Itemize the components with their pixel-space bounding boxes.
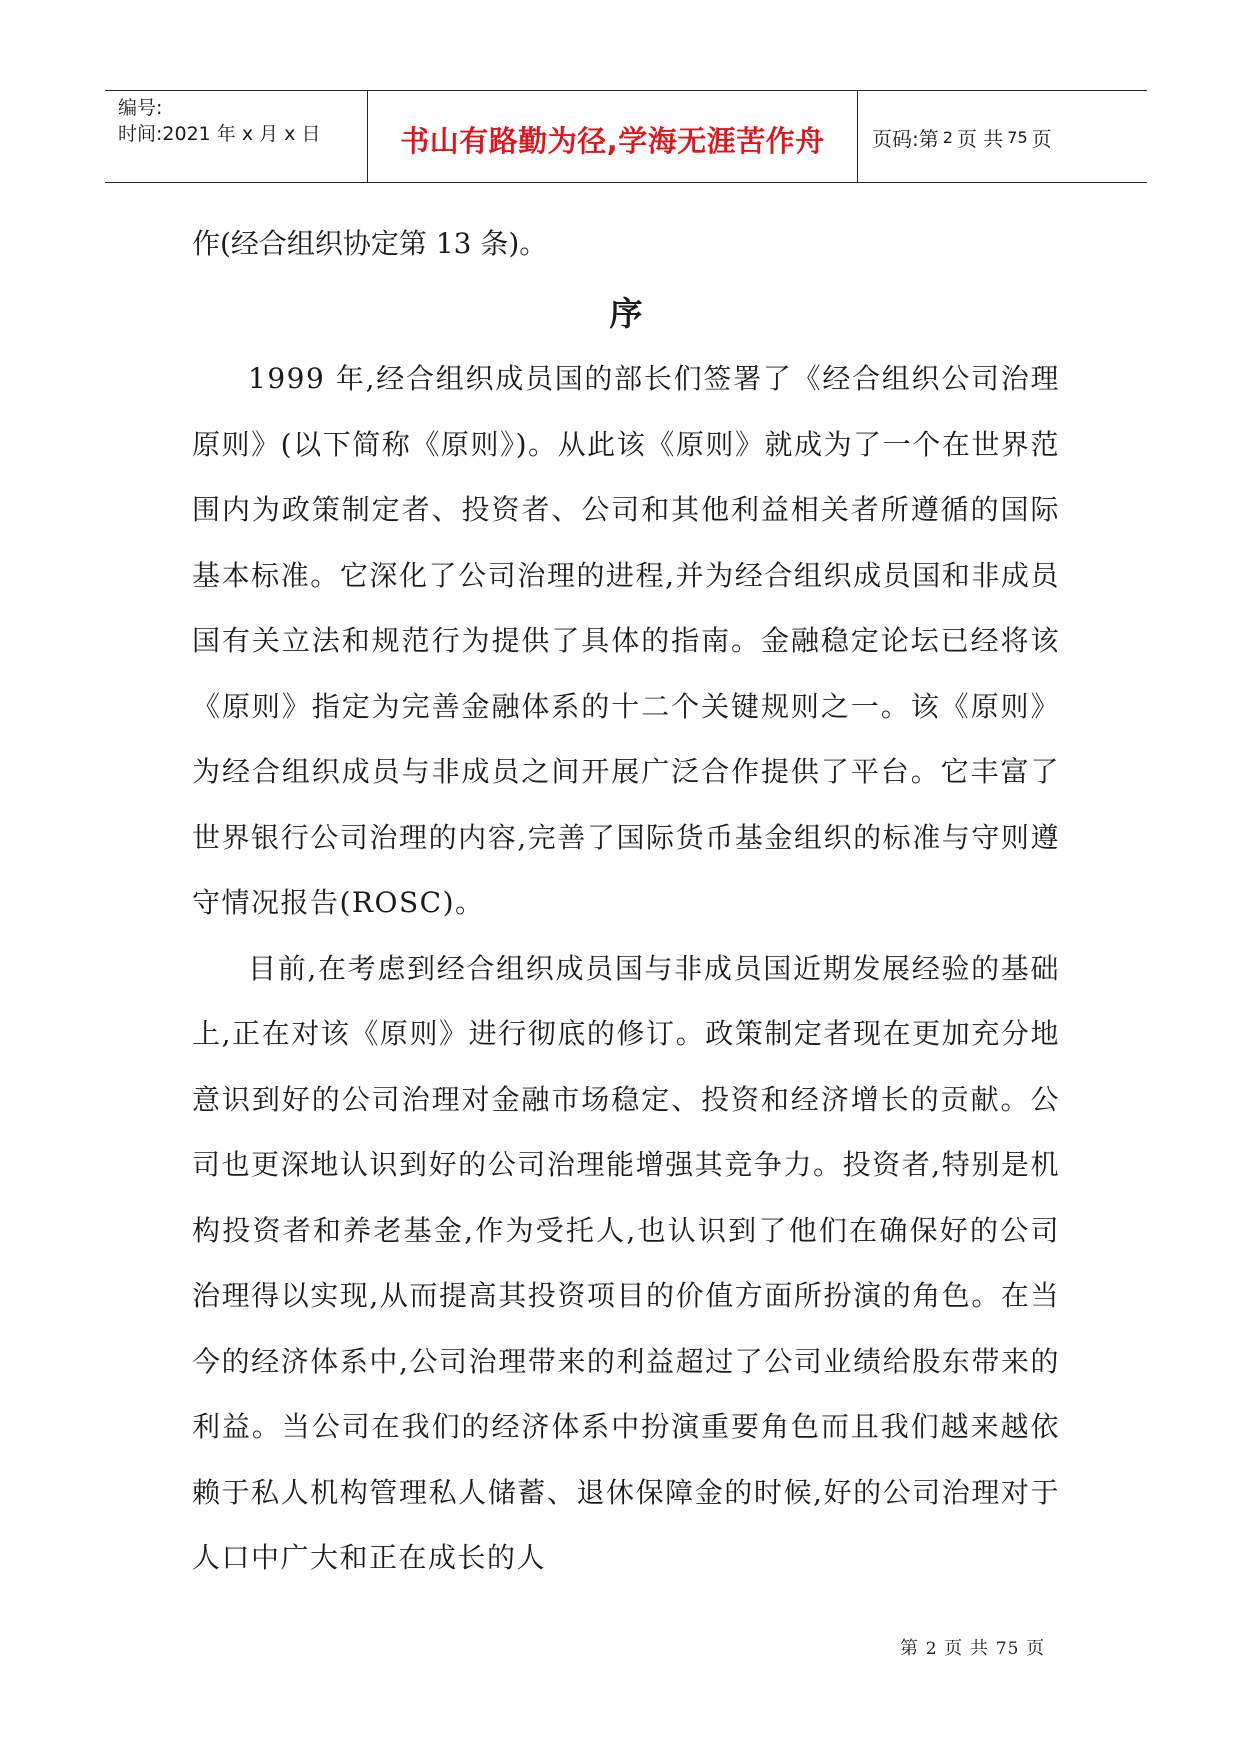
header-motto-cell [368,91,858,182]
footer-suffix: 页 [1026,1638,1046,1659]
footer-page-total: 75 [995,1639,1020,1659]
page-mid: 页 共 [956,127,1004,151]
page-total: 75 [1007,128,1028,147]
paragraph-1: 1999 年,经合组织成员国的部长们签署了《经合组织公司治理原则》(以下简称《原则》)。从此该《原则》就成为了一个在世界范围内为政策制定者、投资者、公司和其他利益相关者所遵循的国际基本标准。它深化了公司治理的进程,并为经合组织成员国和非成员国有关立法和规范行为提供了具体的指南。金融稳定论坛已经将该《原则》指定为完善金融体系的十二个关键规则之一。该《原则》为经合组织成员与非成员之间开展广泛合作提供了平台。它丰富了世界银行公司治理的内容,完善了国际货币基金组织的标准与守则遵守情况报告(ROSC)。 [192,362,1060,919]
page-header [105,90,1147,183]
time-label: 时间:2021 年 x 月 x 日 [118,123,321,145]
paragraph-2: 目前,在考虑到经合组织成员国与非成员国近期发展经验的基础上,正在对该《原则》进行彻底的修订。政策制定者现在更加充分地意识到好的公司治理对金融市场稳定、投资和经济增长的贡献。公司也更深地认识到好的公司治理能增强其竞争力。投资者,特别是机构投资者和养老基金,作为受托人,也认识到了他们在确保好的公司治理得以实现,从而提高其投资项目的价值方面所扮演的角色。在当今的经济体系中,公司治理带来的利益超过了公司业绩给股东带来的利益。当公司在我们的经济体系中扮演重要角色而且我们越来越依赖于私人机构管理私人储蓄、退休保障金的时候,好的公司治理对于人口中广大和正在成长的人 [192,951,1060,1574]
footer-page-number: 2 [925,1639,938,1659]
footer-mid: 页 共 [944,1638,990,1659]
page-suffix: 页 [1031,127,1052,151]
document-body [192,210,1060,1591]
header-meta [105,91,368,182]
section-title: 序 [609,294,643,333]
header-page-info [858,91,1147,182]
id-label: 编号: [118,97,163,119]
footer-prefix: 第 [900,1638,919,1659]
motto-text: 书山有路勤为径,学海无涯苦作舟 [400,124,825,158]
continued-line: 作(经合组织协定第 13 条)。 [192,227,548,260]
page-footer [900,1634,1045,1660]
page-prefix: 页码:第 [872,127,939,151]
page-number: 2 [942,128,953,147]
